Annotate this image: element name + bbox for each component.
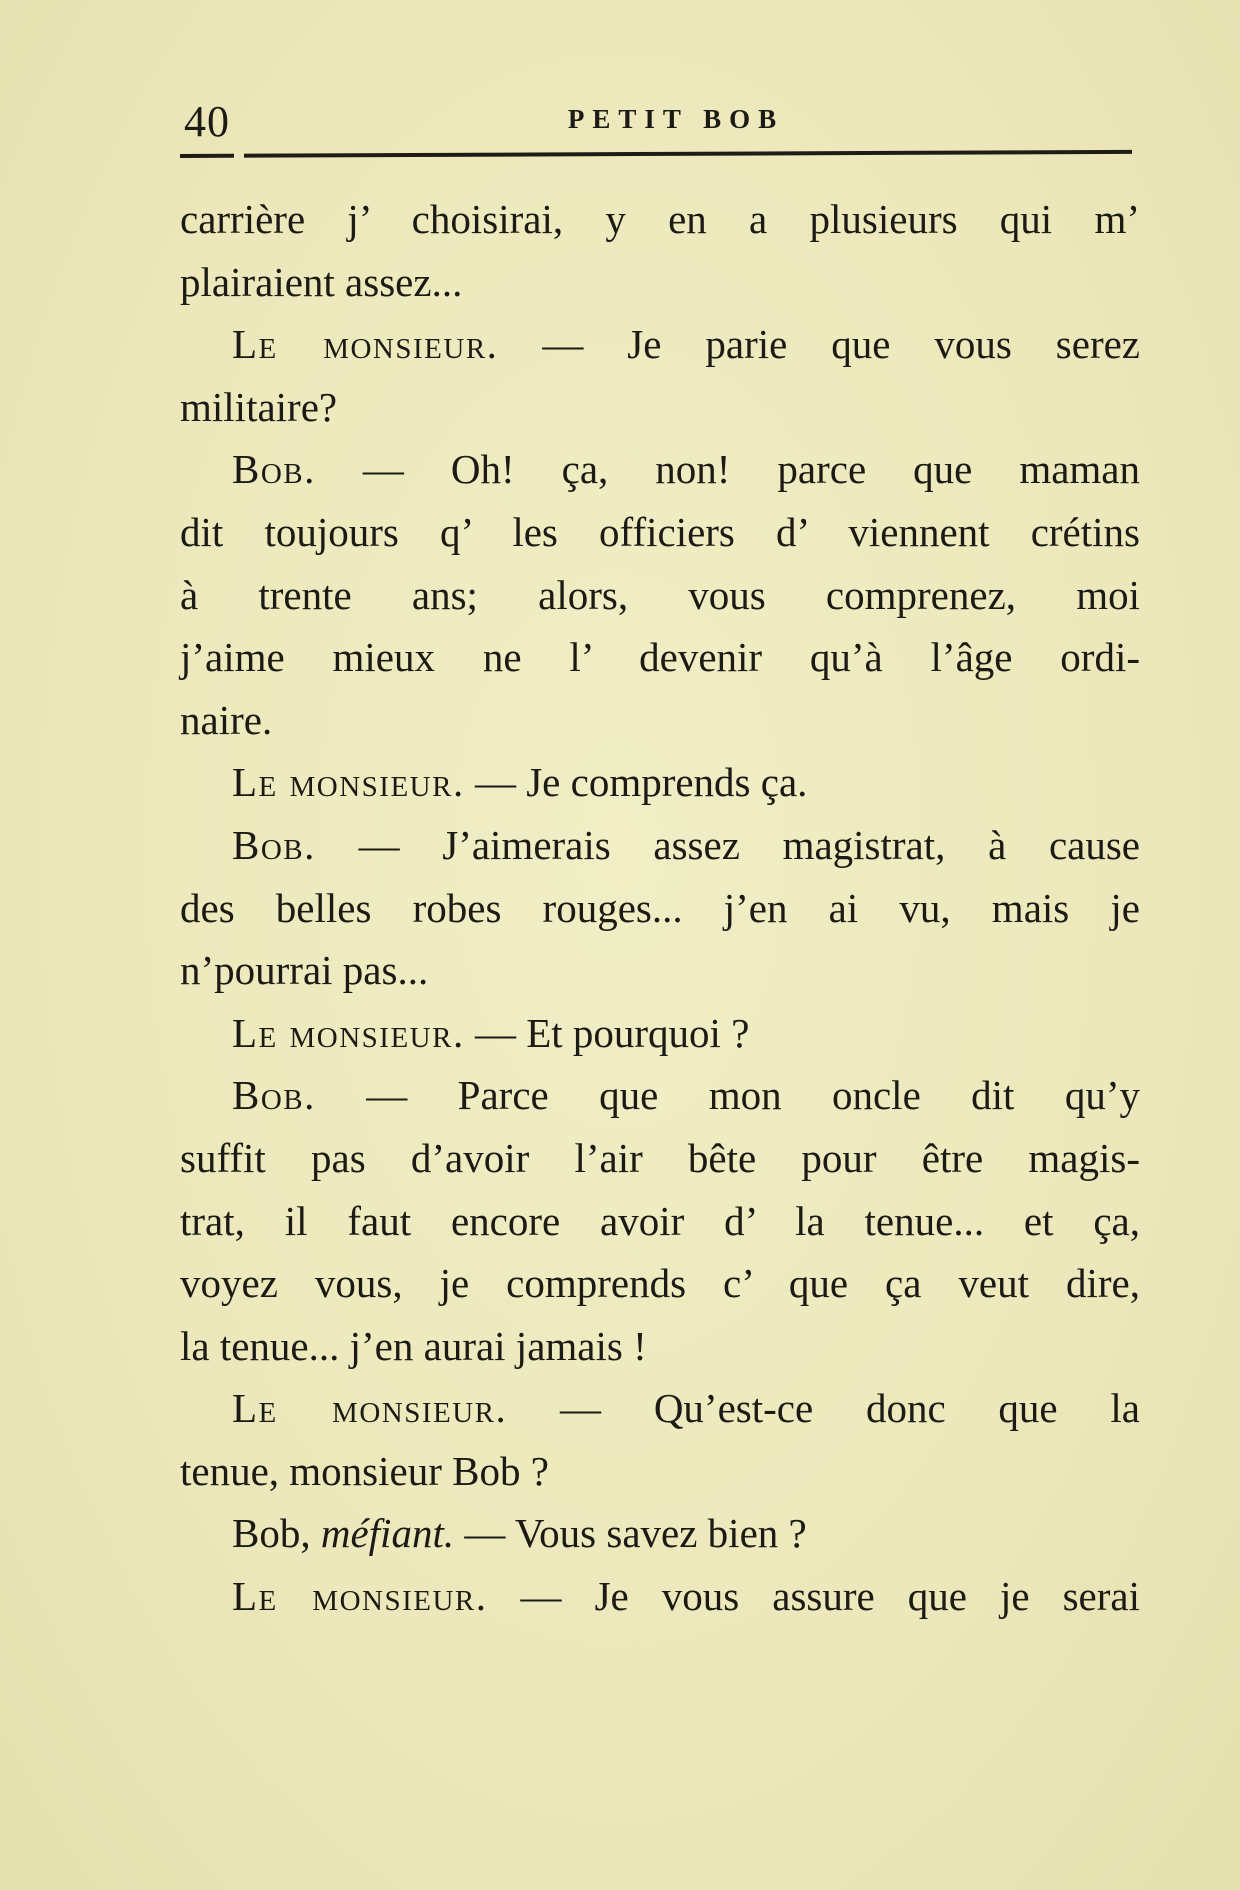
body-text <box>180 188 1140 1628</box>
page-number: 40 <box>184 97 230 146</box>
dialogue-line <box>180 438 1140 501</box>
dialogue-line <box>180 1565 1140 1628</box>
line-text: — Qu’est-ce donc que la <box>507 1385 1140 1432</box>
line-text: n’pourrai pas... <box>180 947 429 994</box>
line-text: naire. <box>180 696 273 743</box>
dialogue-line <box>180 1502 1140 1565</box>
text-line <box>180 1252 1140 1315</box>
line-text: — Oh! ça, non! parce que maman <box>315 446 1140 493</box>
text-line <box>180 1190 1140 1253</box>
text-line <box>180 501 1140 564</box>
speaker-name: Bob, <box>232 1510 311 1557</box>
speaker-name: Bob. <box>232 1072 316 1119</box>
line-text: à trente ans; alors, vous comprenez, moi <box>180 571 1140 618</box>
page-header <box>180 96 1132 156</box>
line-text: — Je vous assure que je serai <box>487 1573 1140 1620</box>
header-rule <box>180 150 1132 158</box>
line-text: j’aime mieux ne l’ devenir qu’à l’âge ordi- <box>180 634 1140 681</box>
line-text: — Parce que mon oncle dit qu’y <box>315 1072 1140 1119</box>
text-line <box>180 689 1140 752</box>
dialogue-line <box>180 751 1140 814</box>
text-line <box>180 877 1140 940</box>
text-line <box>180 1315 1140 1378</box>
line-text: des belles robes rouges... j’en ai vu, mais je <box>180 884 1140 931</box>
dialogue-line <box>180 1064 1140 1127</box>
speaker-name: Le monsieur. <box>232 321 499 368</box>
line-text: trat, il faut encore avoir d’ la tenue... et ça, <box>180 1197 1140 1244</box>
line-text: — Je comprends ça. <box>464 759 808 806</box>
running-title: PETIT BOB <box>567 104 785 134</box>
dialogue-line <box>180 1002 1140 1065</box>
line-text: — Vous savez bien ? <box>454 1510 807 1557</box>
text-line <box>180 626 1140 689</box>
text-line <box>180 251 1140 314</box>
text-line <box>180 939 1140 1002</box>
line-text: la tenue... j’en aurai jamais ! <box>180 1322 647 1369</box>
dialogue-line <box>180 814 1140 877</box>
stage-direction: méfiant. <box>320 1510 455 1557</box>
text-line <box>180 188 1140 251</box>
text-line <box>180 1127 1140 1190</box>
header-rule-gap <box>234 152 244 160</box>
line-text: — Et pourquoi ? <box>464 1009 750 1056</box>
line-text: — J’aimerais assez magistrat, à cause <box>315 821 1140 868</box>
speaker-name: Bob. <box>232 446 316 493</box>
text-line <box>180 1440 1140 1503</box>
dialogue-line <box>180 313 1140 376</box>
line-text: plairaient assez... <box>180 258 463 305</box>
speaker-name: Le monsieur. <box>232 1573 488 1620</box>
text-line <box>180 376 1140 439</box>
text-line <box>180 564 1140 627</box>
line-text: carrière j’ choisirai, y en a plusieurs qui m’ <box>180 196 1140 242</box>
speaker-name: Bob. <box>232 821 316 868</box>
line-text: voyez vous, je comprends c’ que ça veut dire, <box>180 1260 1140 1307</box>
line-text: tenue, monsieur Bob ? <box>180 1447 549 1494</box>
line-text: dit toujours q’ les officiers d’ viennent crétins <box>180 508 1140 555</box>
line-text: — Je parie que vous serez <box>498 321 1140 368</box>
speaker-name: Le monsieur. <box>232 1009 465 1056</box>
line-text: suffit pas d’avoir l’air bête pour être magis- <box>180 1134 1140 1181</box>
speaker-name: Le monsieur. <box>232 1385 508 1432</box>
line-text: militaire? <box>180 383 338 430</box>
dialogue-line <box>180 1377 1140 1440</box>
speaker-name: Le monsieur. <box>232 759 465 806</box>
